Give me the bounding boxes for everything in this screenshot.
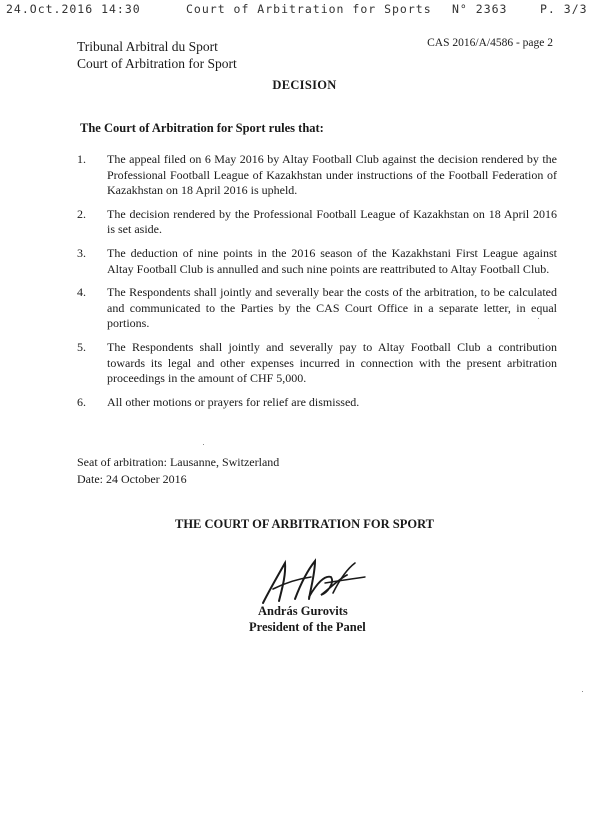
ruling-text: The appeal filed on 6 May 2016 by Altay Football Club against the decision rendered by the Professional Football League of Kazakhstan under instructions of the Football Federation of Kazakhstan on 18 April 2016 is upheld. <box>107 152 557 198</box>
ruling-text: The deduction of nine points in the 2016 season of the Kazakhstani First League against Altay Football Club is annulled and such nine points are reattributed to Altay Football Club. <box>107 245 557 276</box>
scan-speck <box>203 444 204 445</box>
org-name-english: Court of Arbitration for Sport <box>77 56 237 71</box>
seat-of-arbitration: Seat of arbitration: Lausanne, Switzerland <box>77 455 280 469</box>
fax-datetime: 24.Oct.2016 14:30 <box>6 2 141 16</box>
ruling-item <box>77 152 557 199</box>
ruling-item <box>77 246 557 277</box>
ruling-text: All other motions or prayers for relief are dismissed. <box>107 394 360 409</box>
scan-speck <box>538 318 539 319</box>
fax-page: P. 3/3 <box>540 2 588 16</box>
rules-intro: The Court of Arbitration for Sport rules that: <box>80 121 324 135</box>
org-name-french: Tribunal Arbitral du Sport <box>77 39 218 54</box>
court-name-signature-block: THE COURT OF ARBITRATION FOR SPORT <box>175 517 434 531</box>
ruling-number: 2. <box>77 206 86 221</box>
decision-date: Date: 24 October 2016 <box>77 472 187 486</box>
signer-title: President of the Panel <box>249 620 366 634</box>
decision-heading: DECISION <box>272 78 337 92</box>
ruling-text: The Respondents shall jointly and severally pay to Altay Football Club a contribution towards its legal and other expenses incurred in connection with the present arbitration proceedings in the amount of CHF 5,000. <box>107 339 557 386</box>
ruling-text: The Respondents shall jointly and severally bear the costs of the arbitration, to be calculated and communicated to the Parties by the CAS Court Office in a separate letter, in equal portions. <box>107 285 557 331</box>
fax-header <box>0 2 609 18</box>
ruling-number: 4. <box>77 285 86 300</box>
ruling-item <box>77 395 557 411</box>
signer-name: András Gurovits <box>258 604 348 618</box>
case-reference: CAS 2016/A/4586 - page 2 <box>427 37 553 49</box>
ruling-number: 5. <box>77 339 86 354</box>
fax-number: N° 2363 <box>452 2 508 16</box>
ruling-item <box>77 285 557 332</box>
ruling-list <box>77 152 557 418</box>
ruling-number: 6. <box>77 394 86 409</box>
scan-speck <box>582 691 583 692</box>
ruling-number: 3. <box>77 245 86 260</box>
ruling-item <box>77 340 557 387</box>
handwritten-signature <box>255 553 370 609</box>
ruling-number: 1. <box>77 152 86 166</box>
ruling-text: The decision rendered by the Professional Football League of Kazakhstan on 18 April 2016 is set aside. <box>107 206 557 237</box>
ruling-item <box>77 207 557 238</box>
fax-sender: Court of Arbitration for Sports <box>186 2 432 16</box>
